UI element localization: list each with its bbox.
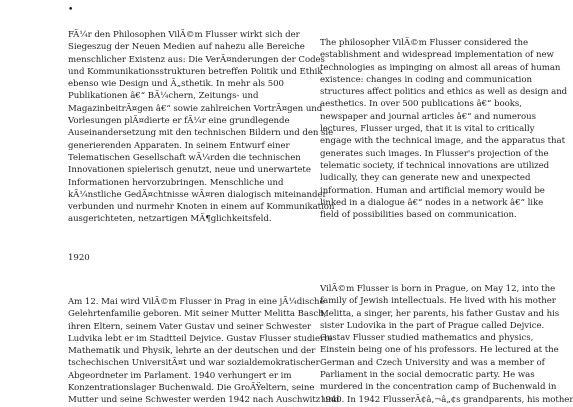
text-line: und Kommunikationsstrukturen betreffen Politik und Ethik — [68, 66, 323, 77]
text-line: FÃ¼r den Philosophen VilÃ©m Flusser wirkt sich der — [68, 30, 300, 40]
text-line: linked in a dialogue â€“ nodes in a network â€“ like — [320, 197, 544, 208]
text-line: generierenden Apparaten. In seinem Entwurf einer — [68, 140, 290, 151]
text-line: Informationen hervorzubringen. Menschliche und — [68, 177, 284, 188]
text-line: telematic society, if technical innovations are utilized — [320, 160, 550, 171]
text-line: MagazinbeitrÃ¤gen â€“ sowie zahlreichen VortrÃ¤gen und — [68, 103, 323, 114]
text-line: establishment and widespread implementation of new — [320, 50, 554, 61]
text-line: engage with the technical image, and the apparatus that — [320, 136, 565, 147]
text-line: Mathematik und Physik, lehrte an der deutschen und der — [68, 346, 316, 357]
text-line: ebenso wie Design und Ã„sthetik. In mehr als 500 — [68, 79, 284, 90]
text-line: Mutter und seine Schwester werden 1942 nach Auschwitz und — [68, 395, 340, 406]
text-line: menschlicher Existenz aus: Die VerÃ¤nderungen der Codes — [68, 54, 325, 65]
text-line: technologies as impinging on almost all areas of human — [320, 62, 561, 73]
text-line: Ludvika lebt er im Stadtteil Dejvice. Gustav Flusser studierte — [68, 333, 333, 344]
text-line: family of Jewish intellectuals. He lived with his mother — [320, 296, 556, 307]
text-line: Vorlesungen plÃ¤dierte er fÃ¼r eine grundlegende — [68, 116, 290, 127]
text-line: ludically, they can generate new and unexpected — [320, 173, 531, 184]
text-line: Innovationen spielerisch genutzt, neue und unerwartete — [68, 165, 311, 176]
text-line: sister Ludovika in the part of Prague called Dejvice. — [320, 320, 545, 331]
text-line: VilÃ©m Flusser is born in Prague, on May 12, into the — [320, 284, 556, 294]
text-line: German and Czech University and was a member of — [320, 357, 545, 368]
text-line: newspaper and journal articles â€“ and numerous — [320, 111, 536, 122]
text-line: Abgeordneter im Parlament. 1940 verhungert er im — [68, 370, 292, 381]
text-line: Telematischen Gesellschaft wÃ¼rden die technischen — [68, 152, 301, 163]
paragraph-german-biography — [68, 296, 339, 407]
text-line: information. Human and artificial memory would be — [320, 185, 545, 196]
text-line: Melitta, a singer, her parents, his father Gustav and his — [320, 308, 560, 319]
text-line: The philosopher VilÃ©m Flusser considered the — [320, 38, 529, 48]
text-line: aesthetics. In over 500 publications â€“ books, — [320, 99, 522, 110]
text-line: kÃ¼nstliche GedÃ¤chtnisse wÃ¤ren dialogisch miteinander — [68, 189, 327, 200]
text-line: Konzentrationslager Buchenwald. Die GroÃŸeltern, seine — [68, 383, 315, 394]
text-line: structures affect politics and ethics as well as design and — [320, 87, 568, 98]
text-line: verbunden und nurmehr Knoten in einem auf Kommunikation — [68, 202, 335, 213]
text-line: Siegeszug der Neuen Medien auf nahezu alle Bereiche — [68, 42, 305, 53]
text-line: Gelehrtenfamilie geboren. Mit seiner Mutter Melitta Basch, — [68, 309, 327, 320]
text-line: Einstein being one of his professors. He lectured at the — [320, 345, 559, 356]
text-line: tschechischen UniversitÃ¤t und war sozialdemokratischer — [68, 358, 320, 369]
text-line: existence: changes in coding and communication — [320, 74, 532, 85]
bullet-mark: • — [68, 5, 74, 15]
text-line: lectures, Flusser urged, that it is vital to critically — [320, 124, 535, 135]
paragraph-english-intro — [320, 37, 567, 221]
paragraph-german-intro — [68, 29, 334, 226]
text-line: Am 12. Mai wird VilÃ©m Flusser in Prag in eine jÃ¼dische — [68, 297, 325, 307]
text-line: ihren Eltern, seinem Vater Gustav und seiner Schwester — [68, 321, 312, 332]
text-line: generates such images. In Flusser's projection of the — [320, 148, 549, 159]
text-line: Gustav Flusser studied mathematics and physics, — [320, 333, 534, 344]
year-heading: 1920 — [68, 253, 90, 263]
text-line: Publikationen â€“ BÃ¼chern, Zeitungs- und — [68, 91, 259, 102]
text-line: Parliament in the social democratic party. He was — [320, 370, 535, 381]
paragraph-english-biography — [320, 283, 573, 406]
text-line: 1940. In 1942 FlusserÃ¢â‚¬â„¢s grandparents, his mother — [320, 394, 573, 405]
text-line: Auseinandersetzung mit den technischen Bildern und den sie — [68, 128, 334, 139]
text-line: field of possibilities based on communication. — [320, 210, 517, 221]
text-line: ausgerichteten, netzartigen MÃ¶glichkeitsfeld. — [68, 214, 272, 225]
text-line: murdered in the concentration camp of Buchenwald in — [320, 382, 557, 393]
